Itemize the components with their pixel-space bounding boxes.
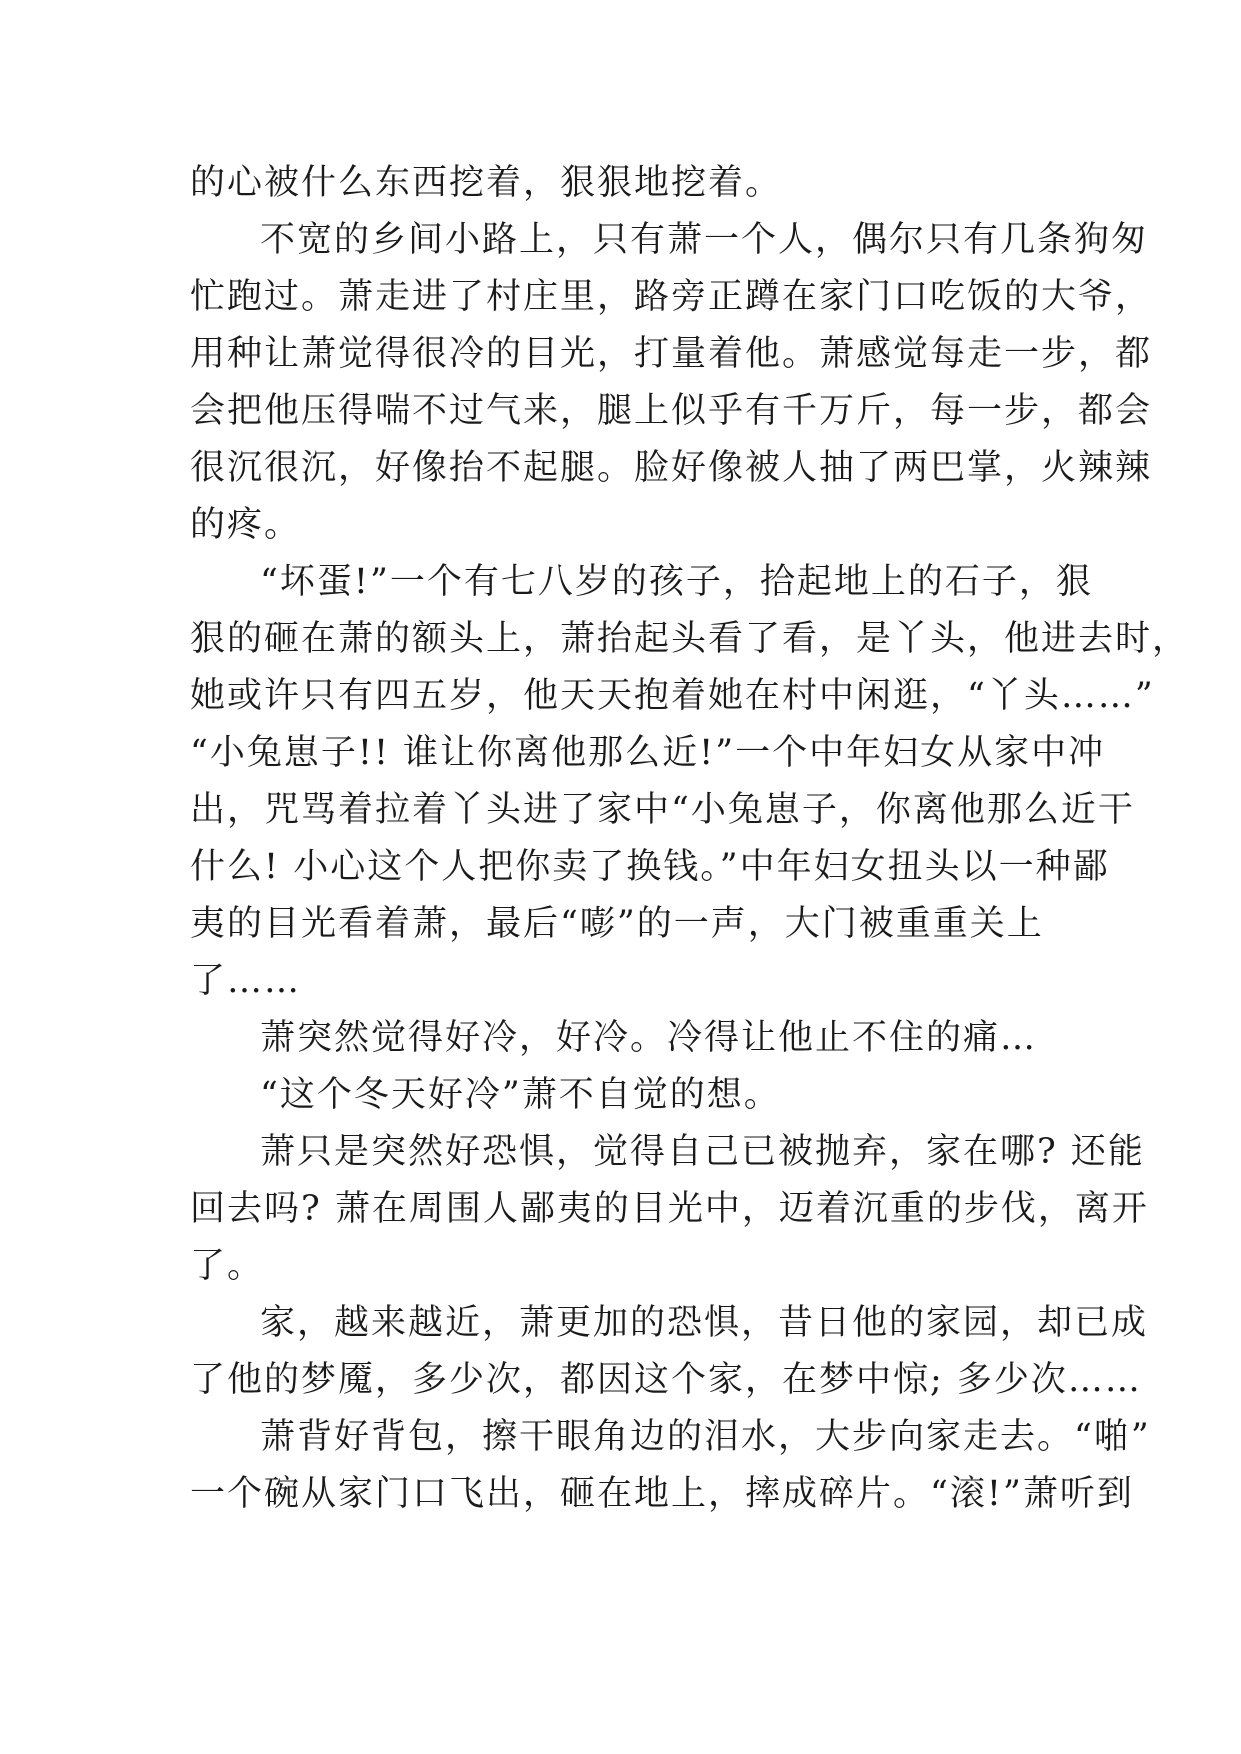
text-line: 的疼。 (190, 505, 302, 545)
text-line: 一个碗从家门口飞出，砸在地上，摔成碎片。“滚!”萧听到 (190, 1474, 1134, 1514)
text-line: 会把他压得喘不过气来，腿上似乎有千万斤，每一步，都会 (190, 391, 1153, 431)
text-line: 忙跑过。萧走进了村庄里，路旁正蹲在家门口吃饭的大爷， (190, 277, 1153, 317)
text-line: 什么! 小心这个人把你卖了换钱。”中年妇女扭头以一种鄙 (190, 847, 1110, 887)
text-line: 用种让萧觉得很冷的目光，打量着他。萧感觉每走一步，都 (190, 334, 1153, 374)
text-line: 出，咒骂着拉着丫头进了家中“小兔崽子，你离他那么近干 (190, 790, 1135, 830)
text-line: 家，越来越近，萧更加的恐惧，昔日他的家园，却已成 (260, 1303, 1149, 1343)
text-line: 了他的梦魇，多少次，都因这个家，在梦中惊; 多少次…… (190, 1360, 1142, 1400)
text-line: 回去吗? 萧在周围人鄙夷的目光中，迈着沉重的步伐，离开 (190, 1189, 1149, 1229)
text-line: 萧只是突然好恐惧，觉得自己已被抛弃，家在哪? 还能 (260, 1132, 1145, 1172)
text-line: 了…… (190, 961, 302, 1001)
text-line: “小兔崽子!! 谁让你离他那么近!”一个中年妇女从家中冲 (190, 733, 1106, 773)
text-line: 夷的目光看着萧，最后“嘭”的一声，大门被重重关上 (190, 904, 1044, 944)
text-line: 萧背好背包，擦干眼角边的泪水，大步向家走去。“啪” (260, 1417, 1151, 1457)
text-line: 萧突然觉得好冷，好冷。冷得让他止不住的痛… (260, 1018, 1038, 1058)
story-text (190, 155, 1190, 1523)
text-line: “坏蛋!”一个有七八岁的孩子，拾起地上的石子，狠 (260, 562, 1093, 602)
text-line: 她或许只有四五岁，他天天抱着她在村中闲逛，“丫头……” (190, 676, 1155, 716)
text-line: “这个冬天好冷”萧不自觉的想。 (260, 1075, 781, 1115)
text-line: 狠的砸在萧的额头上，萧抬起头看了看，是丫头，他进去时， (190, 619, 1190, 659)
text-line: 很沉很沉，好像抬不起腿。脸好像被人抽了两巴掌，火辣辣 (190, 448, 1153, 488)
text-line: 不宽的乡间小路上，只有萧一个人，偶尔只有几条狗匆 (260, 220, 1149, 260)
text-line: 的心被什么东西挖着，狠狠地挖着。 (190, 163, 783, 203)
text-line: 了。 (190, 1246, 265, 1286)
